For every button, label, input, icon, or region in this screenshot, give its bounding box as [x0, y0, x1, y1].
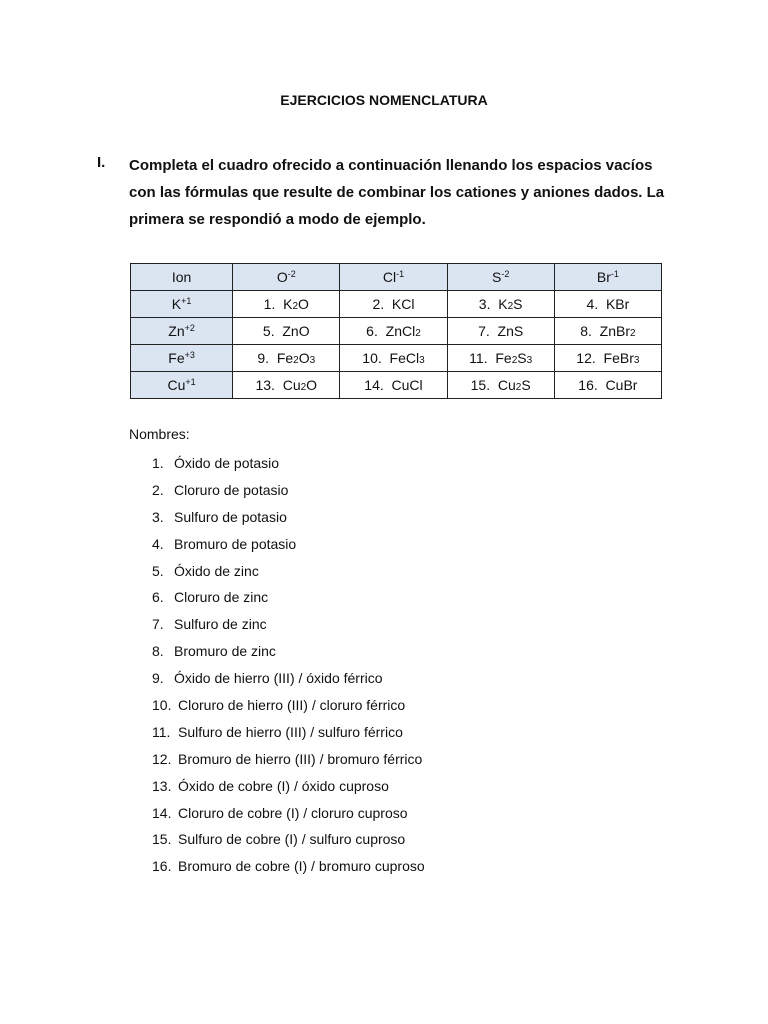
table-row	[131, 372, 662, 399]
list-item-text: Bromuro de zinc	[174, 643, 276, 660]
list-item-text: Sulfuro de zinc	[174, 616, 267, 633]
formula-text: CuBr	[605, 377, 638, 393]
formula-number: 9.	[257, 350, 270, 366]
formula-text: ZnS	[497, 323, 524, 339]
list-item-text: Cloruro de zinc	[174, 589, 269, 606]
formula-cell	[340, 372, 447, 399]
cation-charge: +1	[181, 296, 192, 306]
formula-subscript: 2	[293, 355, 299, 366]
formula-text: O	[298, 296, 309, 312]
list-item	[152, 531, 425, 558]
list-item-number: 3.	[152, 508, 164, 525]
list-item-text: Bromuro de potasio	[174, 535, 297, 552]
formula-cell	[447, 318, 554, 345]
ion-combination-table	[130, 263, 662, 399]
formula-subscript: 2	[300, 382, 307, 393]
list-item	[152, 692, 425, 719]
names-label: Nombres:	[129, 426, 190, 442]
list-item	[152, 800, 425, 827]
formula-text: FeCl	[389, 350, 420, 366]
formula-cell	[233, 372, 340, 399]
formula-number: 12.	[576, 350, 596, 366]
list-item-text: Óxido de hierro (III) / óxido férrico	[174, 670, 383, 687]
formula-subscript: 3	[419, 355, 425, 366]
cation-symbol: Cu	[167, 377, 186, 393]
cation-cell	[131, 318, 233, 345]
formula-number: 2.	[372, 296, 385, 312]
formula-cell	[233, 345, 340, 372]
formula-number: 4.	[586, 296, 599, 312]
formula-number: 15.	[470, 377, 491, 393]
formula-text: K	[498, 296, 508, 312]
formula-text: Fe	[276, 350, 294, 366]
formula-text: S	[517, 350, 527, 366]
formula-subscript: 2	[630, 328, 636, 339]
formula-text: Cu	[497, 377, 516, 393]
formula-text: S	[521, 377, 531, 393]
formula-text: Cu	[282, 377, 301, 393]
formula-number: 10.	[362, 350, 382, 366]
list-item-number: 12.	[152, 750, 172, 767]
formula-number: 14.	[364, 377, 384, 393]
list-item-number: 16.	[152, 858, 172, 875]
cation-symbol: K	[171, 296, 182, 312]
list-item	[152, 853, 425, 880]
cation-charge: +3	[184, 350, 195, 360]
cation-symbol: Zn	[168, 323, 185, 339]
cation-charge: +1	[185, 377, 196, 387]
anion-header-cell	[233, 264, 340, 291]
formula-cell	[233, 291, 340, 318]
list-item-text: Cloruro de hierro (III) / cloruro férrico	[178, 697, 406, 714]
formula-cell	[340, 345, 447, 372]
formula-subscript: 2	[292, 301, 298, 312]
formula-subscript: 3	[309, 355, 316, 366]
list-item-number: 6.	[152, 589, 164, 606]
formula-subscript: 2	[515, 382, 522, 393]
instructions-text: Completa el cuadro ofrecido a continuación llenando los espacios vacíos con las fórmulas que resulte de combinar los cationes y aniones dados. La primera se respondió a modo de ejemplo.	[129, 157, 665, 228]
formula-text: CuCl	[391, 377, 423, 393]
formula-cell	[340, 291, 447, 318]
list-item	[152, 611, 425, 638]
formula-text: ZnCl	[385, 323, 416, 339]
anion-header-cell	[554, 264, 661, 291]
formula-text: KCl	[391, 296, 415, 312]
anion-symbol: Br	[596, 269, 611, 285]
formula-cell	[554, 318, 661, 345]
formula-cell	[447, 345, 554, 372]
list-item	[152, 773, 425, 800]
formula-text: KBr	[605, 296, 630, 312]
formula-number: 1.	[263, 296, 276, 312]
formula-text: O	[298, 350, 310, 366]
list-item-number: 8.	[152, 643, 164, 660]
cation-charge: +2	[184, 323, 195, 333]
list-item-number: 5.	[152, 562, 164, 579]
cation-cell	[131, 291, 233, 318]
list-item	[152, 719, 425, 746]
formula-cell	[233, 318, 340, 345]
anion-header-cell	[447, 264, 554, 291]
formula-text: ZnBr	[599, 323, 630, 339]
list-item	[152, 558, 425, 585]
formula-text: Fe	[495, 350, 512, 366]
list-item-text: Cloruro de potasio	[174, 481, 289, 498]
list-item-number: 2.	[152, 481, 164, 498]
table-row	[131, 318, 662, 345]
list-item-number: 9.	[152, 670, 164, 687]
formula-text: S	[513, 296, 523, 312]
list-item-text: Cloruro de cobre (I) / cloruro cuproso	[178, 804, 408, 821]
formula-number: 3.	[478, 296, 491, 312]
list-item-number: 10.	[152, 697, 172, 714]
formula-number: 6.	[366, 323, 378, 339]
list-item-text: Bromuro de cobre (I) / bromuro cuproso	[178, 858, 425, 875]
list-item-text: Sulfuro de cobre (I) / sulfuro cuproso	[178, 831, 406, 848]
formula-text: O	[306, 377, 318, 393]
list-item	[152, 638, 425, 665]
formula-number: 13.	[255, 377, 275, 393]
list-item-text: Óxido de zinc	[174, 562, 259, 579]
anion-symbol: S	[491, 269, 502, 285]
list-item-text: Óxido de cobre (I) / óxido cuproso	[178, 777, 389, 794]
formula-text: K	[283, 296, 293, 312]
formula-subscript: 3	[526, 355, 533, 366]
list-item	[152, 665, 425, 692]
formula-cell	[447, 291, 554, 318]
cation-cell	[131, 345, 233, 372]
list-item-number: 7.	[152, 616, 164, 633]
list-item-number: 13.	[152, 777, 172, 794]
cation-symbol: Fe	[168, 350, 185, 366]
formula-cell	[554, 345, 661, 372]
formula-text: FeBr	[603, 350, 634, 366]
cation-cell	[131, 372, 233, 399]
formula-subscript: 3	[633, 355, 640, 366]
header-ion-cell: Ion	[131, 264, 233, 291]
list-item	[152, 826, 425, 853]
list-item-text: Óxido de potasio	[174, 455, 280, 471]
formula-number: 7.	[478, 323, 490, 339]
list-item	[152, 746, 425, 773]
anion-charge: -2	[501, 269, 510, 279]
list-item-text: Sulfuro de potasio	[174, 508, 287, 525]
list-item-text: Bromuro de hierro (III) / bromuro férrico	[178, 750, 423, 767]
formula-cell	[447, 372, 554, 399]
anion-header-cell	[340, 264, 447, 291]
table-row	[131, 345, 662, 372]
names-list	[152, 450, 425, 880]
anion-symbol: O	[276, 269, 288, 285]
formula-subscript: 2	[415, 328, 421, 339]
formula-cell	[554, 372, 661, 399]
table-row	[131, 291, 662, 318]
list-item-number: 4.	[152, 535, 164, 552]
list-item	[152, 477, 425, 504]
list-item-number: 14.	[152, 804, 172, 821]
list-item-text: Sulfuro de hierro (III) / sulfuro férrico	[178, 723, 403, 740]
formula-number: 16.	[578, 377, 598, 393]
formula-number: 5.	[262, 323, 275, 339]
formula-number: 11.	[469, 350, 488, 366]
list-item	[152, 450, 425, 477]
formula-subscript: 2	[511, 355, 518, 366]
formula-cell	[340, 318, 447, 345]
list-item	[152, 584, 425, 611]
section-number: I.	[97, 154, 106, 171]
list-item	[152, 504, 425, 531]
table-header-row	[131, 264, 662, 291]
list-item-number: 15.	[152, 831, 172, 848]
formula-cell	[554, 291, 661, 318]
anion-charge: -2	[287, 269, 296, 279]
anion-symbol: Cl	[382, 269, 397, 285]
formula-subscript: 2	[507, 301, 514, 312]
formula-number: 8.	[580, 323, 592, 339]
list-item-number: 11.	[152, 723, 171, 740]
formula-text: ZnO	[282, 323, 310, 339]
page-title: EJERCICIOS NOMENCLATURA	[280, 92, 488, 108]
list-item-number: 1.	[152, 455, 164, 471]
anion-charge: -1	[610, 269, 619, 279]
anion-charge: -1	[396, 269, 405, 279]
